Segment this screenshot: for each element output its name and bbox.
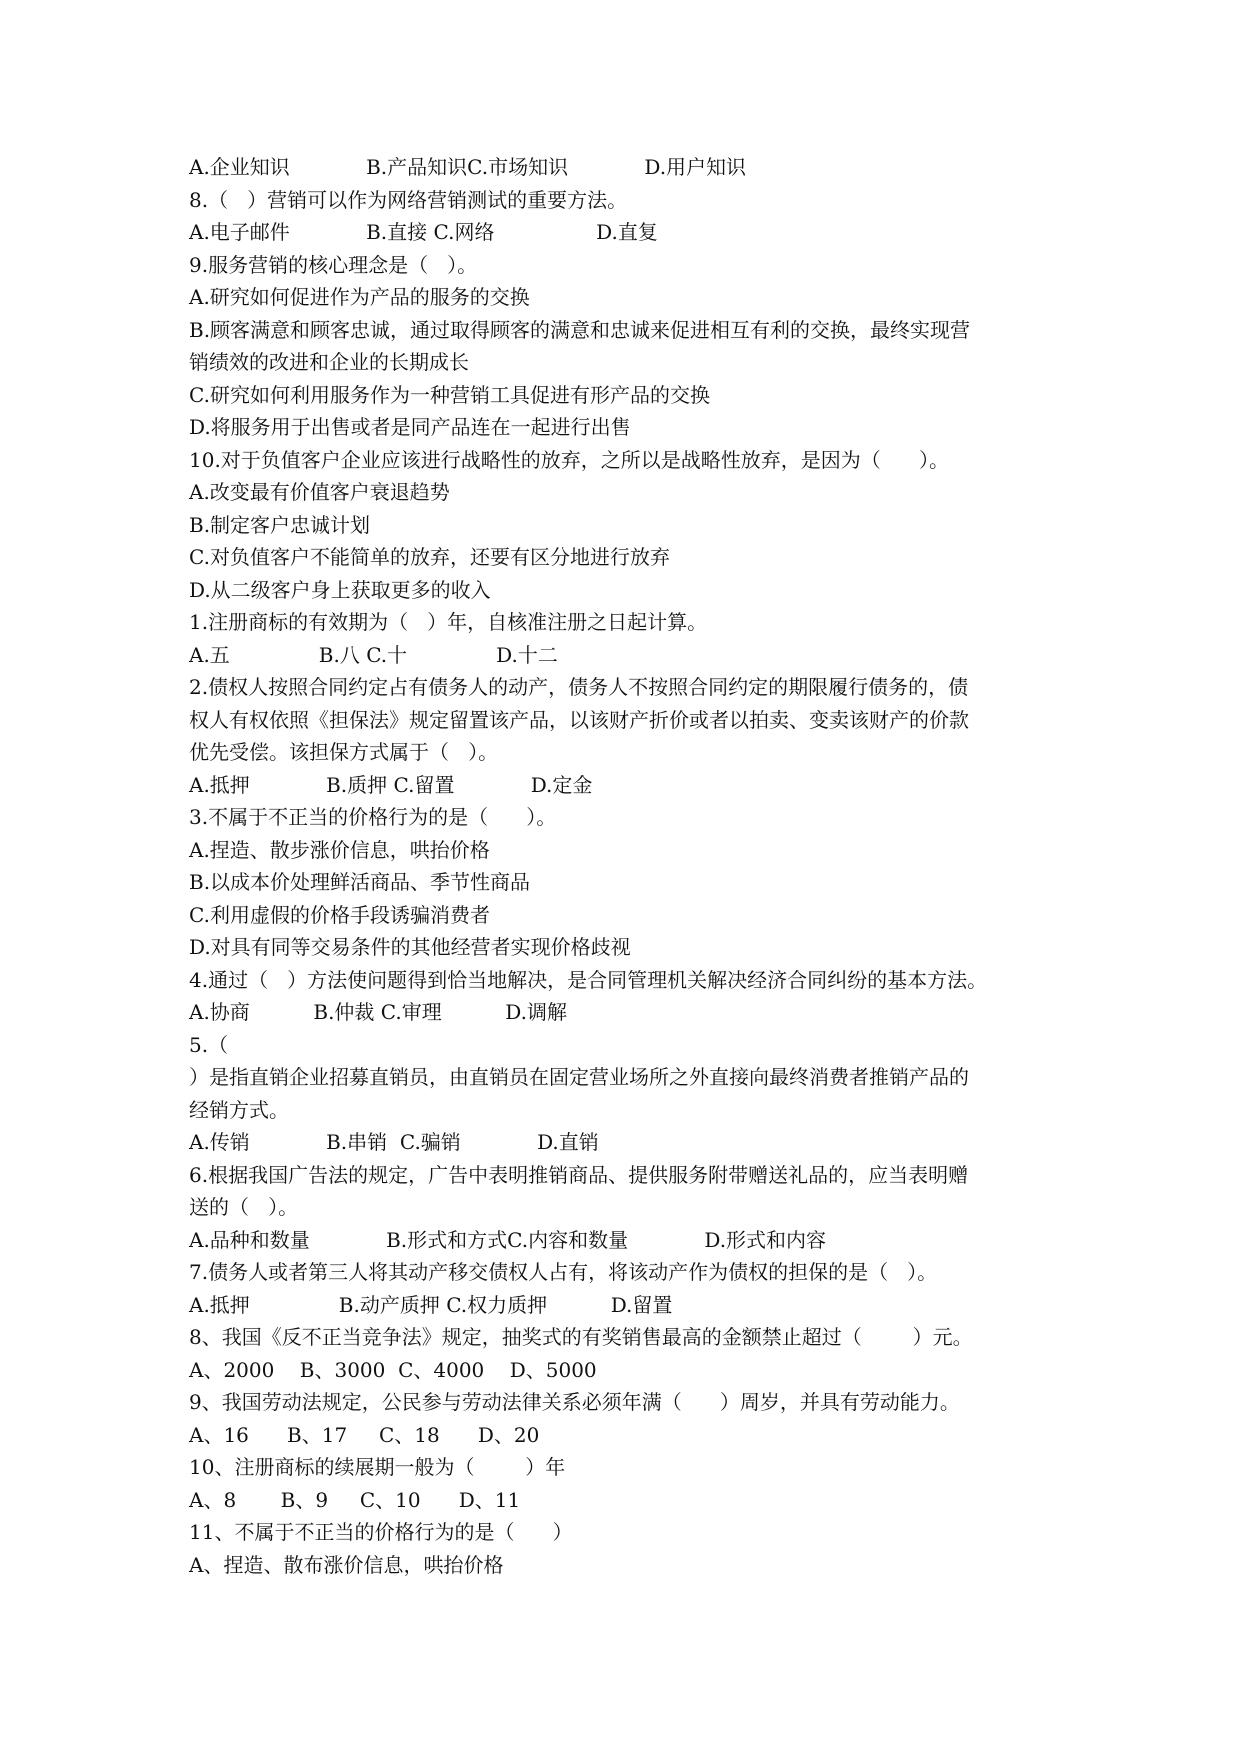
- text-line: B.顾客满意和顾客忠诚，通过取得顾客的满意和忠诚来促进相互有利的交换，最终实现营: [189, 317, 971, 342]
- text-line: D.对具有同等交易条件的其他经营者实现价格歧视: [189, 935, 631, 959]
- text-line: 7.债务人或者第三人将其动产移交债权人占有，将该动产作为债权的担保的是（ ）。: [189, 1260, 938, 1284]
- text-line: 2.债权人按照合同约定占有债务人的动产，债务人不按照合同约定的期限履行债务的，债: [189, 675, 969, 699]
- text-line: 11、不属于不正当的价格行为的是（ ）: [189, 1520, 573, 1544]
- text-line: 10、注册商标的续展期一般为（ ）年: [189, 1455, 566, 1479]
- text-line: 6.根据我国广告法的规定，广告中表明推销商品、提供服务附带赠送礼品的，应当表明赠: [189, 1162, 969, 1187]
- text-line: A.抵押 B.动产质押 C.权力质押 D.留置: [189, 1292, 673, 1317]
- text-line: A、8 B、9 C、10 D、11: [189, 1487, 521, 1512]
- text-line: A、2000 B、3000 C、4000 D、5000: [189, 1357, 597, 1382]
- text-line: A.改变最有价值客户衰退趋势: [189, 480, 450, 504]
- text-line: 8.（ ）营销可以作为网络营销测试的重要方法。: [189, 187, 628, 212]
- text-line: B.以成本价处理鲜活商品、季节性商品: [189, 870, 531, 894]
- text-line: 8、我国《反不正当竞争法》规定，抽奖式的有奖销售最高的金额禁止超过（ ）元。: [189, 1325, 973, 1349]
- text-line: A.品种和数量 B.形式和方式C.内容和数量 D.形式和内容: [189, 1227, 827, 1252]
- text-line: 9、我国劳动法规定，公民参与劳动法律关系必须年满（ ）周岁，并具有劳动能力。: [189, 1390, 960, 1414]
- text-line: 1.注册商标的有效期为（ ）年，自核准注册之日起计算。: [189, 610, 708, 634]
- document-body: [189, 151, 1069, 1581]
- text-line: 优先受偿。该担保方式属于（ ）。: [189, 740, 499, 764]
- text-line: 4.通过（ ）方法使问题得到恰当地解决，是合同管理机关解决经济合同纠纷的基本方法。: [189, 967, 988, 992]
- text-line: A.捏造、散步涨价信息，哄抬价格: [189, 837, 490, 862]
- text-line: D.将服务用于出售或者是同产品连在一起进行出售: [189, 415, 631, 439]
- text-line: 10.对于负值客户企业应该进行战略性的放弃，之所以是战略性放弃，是因为（ ）。: [189, 447, 949, 472]
- text-line: C.利用虚假的价格手段诱骗消费者: [189, 902, 490, 927]
- text-line: A、16 B、17 C、18 D、20: [189, 1422, 540, 1447]
- text-line: 经销方式。: [189, 1097, 289, 1122]
- text-line: A.传销 B.串销 C.骗销 D.直销: [189, 1130, 599, 1154]
- text-line: C.研究如何利用服务作为一种营销工具促进有形产品的交换: [189, 382, 710, 407]
- text-line: 9.服务营销的核心理念是（ ）。: [189, 252, 478, 277]
- text-line: 销绩效的改进和企业的长期成长: [189, 350, 469, 374]
- text-line: 3.不属于不正当的价格行为的是（ ）。: [189, 805, 557, 829]
- text-line: A.协商 B.仲裁 C.审理 D.调解: [189, 1000, 567, 1024]
- text-line: A.五 B.八 C.十 D.十二: [189, 642, 558, 667]
- text-line: D.从二级客户身上获取更多的收入: [189, 577, 491, 602]
- text-line: ）是指直销企业招募直销员，由直销员在固定营业场所之外直接向最终消费者推销产品的: [189, 1065, 969, 1089]
- text-line: 送的（ ）。: [189, 1195, 299, 1219]
- text-line: A.电子邮件 B.直接 C.网络 D.直复: [189, 220, 658, 244]
- text-line: C.对负值客户不能简单的放弃，还要有区分地进行放弃: [189, 545, 670, 569]
- text-line: A.抵押 B.质押 C.留置 D.定金: [189, 772, 593, 797]
- text-line: 权人有权依照《担保法》规定留置该产品，以该财产折价或者以拍卖、变卖该财产的价款: [189, 707, 969, 732]
- text-line: A、捏造、散布涨价信息，哄抬价格: [189, 1552, 504, 1577]
- text-line: B.制定客户忠诚计划: [189, 512, 371, 537]
- text-line: A.企业知识 B.产品知识C.市场知识 D.用户知识: [189, 155, 747, 179]
- text-line: 5.（: [189, 1032, 229, 1057]
- text-line: A.研究如何促进作为产品的服务的交换: [189, 285, 530, 309]
